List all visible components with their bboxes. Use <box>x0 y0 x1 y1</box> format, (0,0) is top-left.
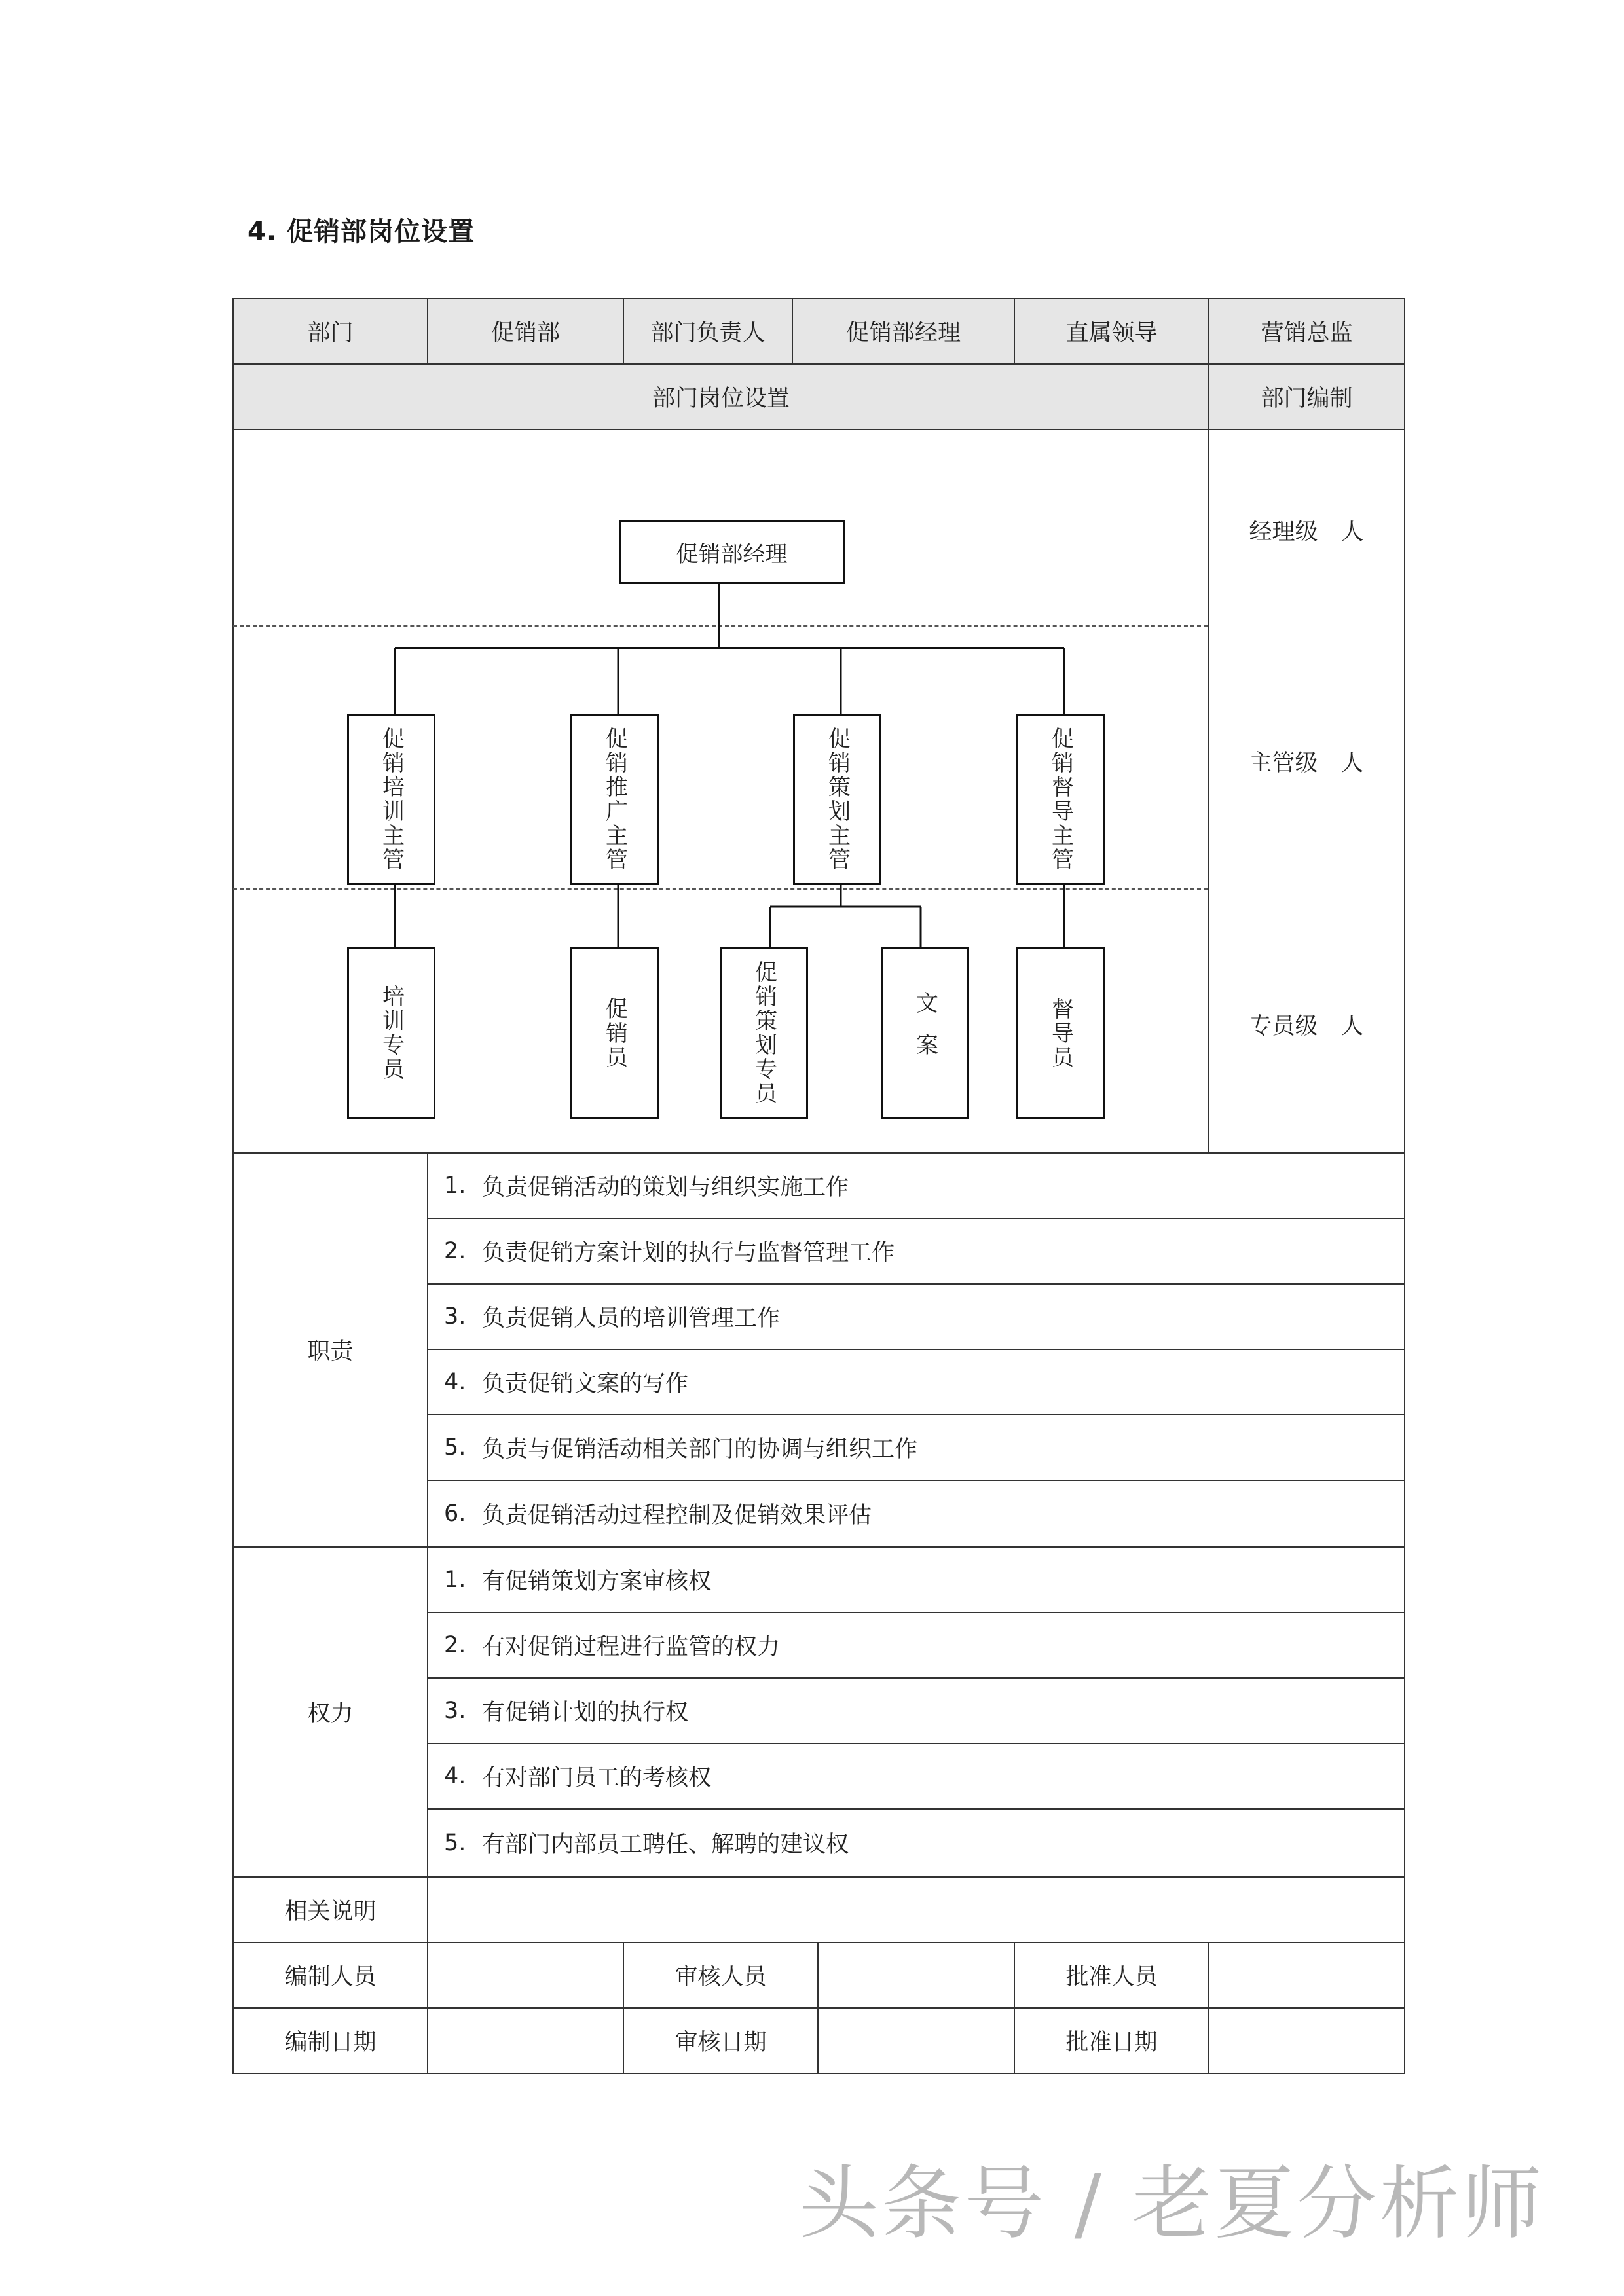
power-number: 2. <box>444 1632 466 1658</box>
power-text: 有对部门员工的考核权 <box>482 1765 712 1791</box>
duty-number: 2. <box>444 1238 466 1264</box>
notes-label: 相关说明 <box>232 1876 428 1943</box>
duty-text: 负责促销人员的培训管理工作 <box>482 1305 781 1332</box>
posts-label: 部门岗位设置 <box>232 363 1209 430</box>
duty-number: 5. <box>444 1434 466 1461</box>
prepared-by-label: 编制人员 <box>232 1942 428 2009</box>
power-item <box>427 1612 1405 1679</box>
reviewed-by-label: 审核人员 <box>623 1942 819 2009</box>
duty-text: 负责促销活动的策划与组织实施工作 <box>482 1175 849 1201</box>
duty-text: 负责促销方案计划的执行与监督管理工作 <box>482 1240 895 1266</box>
prepared-by-value <box>427 1942 624 2009</box>
dept-value: 促销部 <box>427 298 624 365</box>
org-node-specialist: 培训专员 <box>347 947 435 1119</box>
approved-by-label: 批准人员 <box>1014 1942 1209 2009</box>
prepared-date-value <box>427 2007 624 2074</box>
power-number: 3. <box>444 1698 466 1724</box>
power-number: 1. <box>444 1567 466 1593</box>
duty-item <box>427 1349 1405 1415</box>
duty-item <box>427 1152 1405 1219</box>
watermark: 头条号 / 老夏分析师 <box>799 2157 1545 2250</box>
head-value: 促销部经理 <box>792 298 1015 365</box>
prepared-date-label: 编制日期 <box>232 2007 428 2074</box>
head-label: 部门负责人 <box>623 298 793 365</box>
reviewed-date-label: 审核日期 <box>623 2007 819 2074</box>
level-supervisor: 主管级 人 <box>1249 750 1364 776</box>
power-item <box>427 1546 1405 1613</box>
duty-text: 负责与促销活动相关部门的协调与组织工作 <box>482 1436 918 1463</box>
duty-text: 负责促销文案的写作 <box>482 1371 689 1397</box>
staffing-label: 部门编制 <box>1208 363 1405 430</box>
org-node-specialist: 文案 <box>881 947 969 1119</box>
duty-item <box>427 1218 1405 1285</box>
reviewed-by-value <box>817 1942 1015 2009</box>
leader-label: 直属领导 <box>1014 298 1209 365</box>
org-node-supervisor: 促销督导主管 <box>1016 714 1105 885</box>
org-node-supervisor: 促销推广主管 <box>570 714 659 885</box>
duty-item <box>427 1283 1405 1350</box>
power-item <box>427 1677 1405 1744</box>
power-text: 有对促销过程进行监管的权力 <box>482 1634 781 1660</box>
section-heading: 4. 促销部岗位设置 <box>248 217 475 247</box>
power-item <box>427 1743 1405 1810</box>
duty-item <box>427 1480 1405 1548</box>
power-number: 5. <box>444 1830 466 1856</box>
org-node-root: 促销部经理 <box>619 520 845 584</box>
duty-text: 负责促销活动过程控制及促销效果评估 <box>482 1503 872 1529</box>
leader-value: 营销总监 <box>1208 298 1405 365</box>
power-text: 有促销策划方案审核权 <box>482 1569 712 1595</box>
powers-label: 权力 <box>232 1546 428 1878</box>
reviewed-date-value <box>817 2007 1015 2074</box>
duties-label: 职责 <box>232 1152 428 1548</box>
notes-value <box>427 1876 1405 1943</box>
approved-date-label: 批准日期 <box>1014 2007 1209 2074</box>
level-specialist: 专员级 人 <box>1249 1013 1364 1040</box>
approved-date-value <box>1208 2007 1405 2074</box>
power-item <box>427 1808 1405 1878</box>
dept-label: 部门 <box>232 298 428 365</box>
power-number: 4. <box>444 1763 466 1789</box>
org-node-specialist: 促销策划专员 <box>720 947 808 1119</box>
org-node-specialist: 督导员 <box>1016 947 1105 1119</box>
power-text: 有促销计划的执行权 <box>482 1700 689 1726</box>
org-node-supervisor: 促销培训主管 <box>347 714 435 885</box>
org-node-supervisor: 促销策划主管 <box>793 714 881 885</box>
level-manager: 经理级 人 <box>1249 519 1364 545</box>
duty-number: 4. <box>444 1369 466 1395</box>
duty-number: 6. <box>444 1501 466 1527</box>
duty-item <box>427 1414 1405 1481</box>
duty-number: 3. <box>444 1303 466 1330</box>
duty-number: 1. <box>444 1173 466 1199</box>
org-node-specialist: 促销员 <box>570 947 659 1119</box>
power-text: 有部门内部员工聘任、解聘的建议权 <box>482 1832 849 1858</box>
approved-by-value <box>1208 1942 1405 2009</box>
